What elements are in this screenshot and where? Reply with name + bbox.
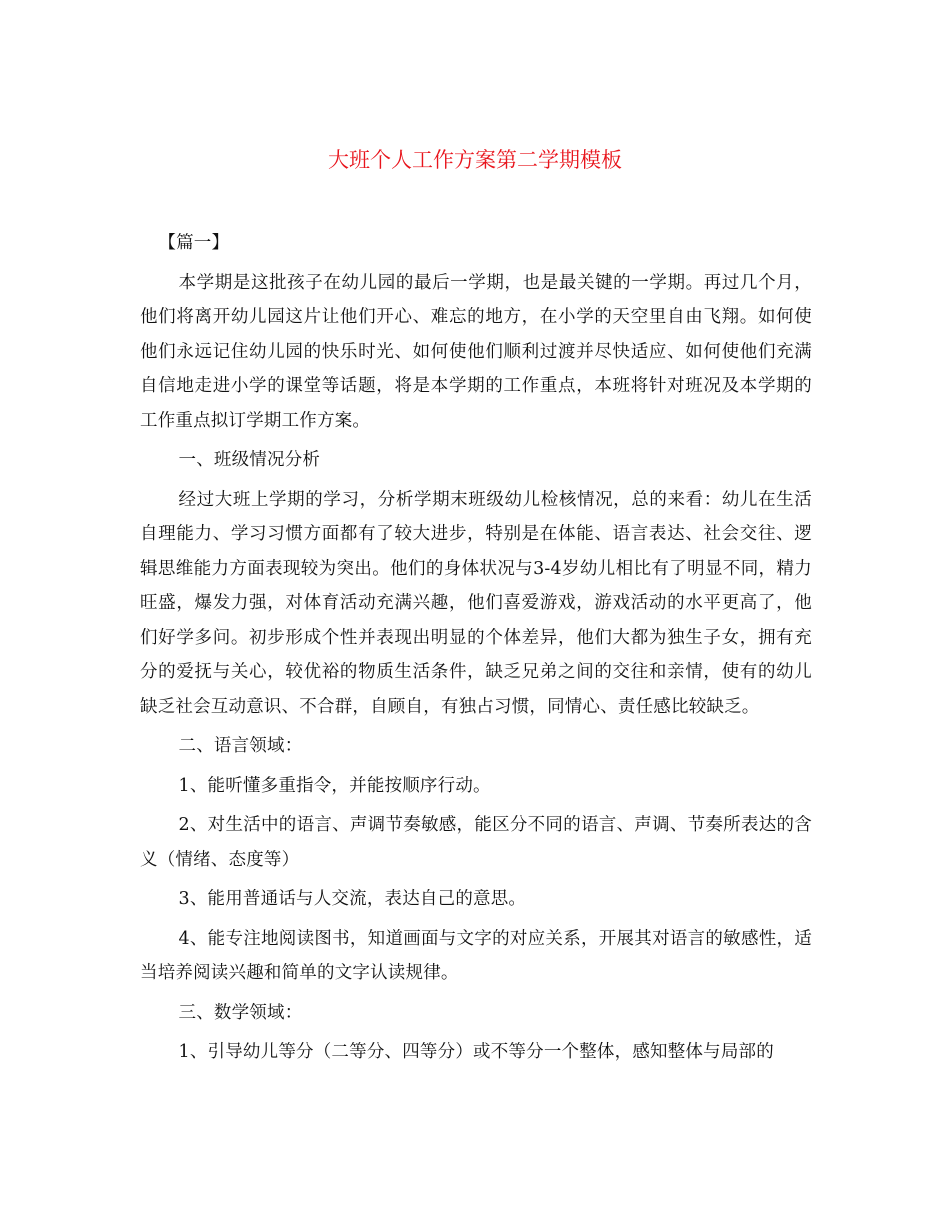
- section-heading-language: 二、语言领域：: [178, 736, 303, 756]
- intro-paragraph: 本学期是这批孩子在幼儿园的最后一学期，也是最关键的一学期。再过几个月，他们将离开幼儿园这片让他们开心、难忘的地方，在小学的天空里自由飞翔。如何使他们永远记住幼儿园的快乐时光、如何使他们顺利过渡并尽快适应、如何使他们充满自信地走进小学的课堂等话题，将是本学期的工作重点，本班将针对班况及本学期的工作重点拟订学期工作方案。: [140, 272, 812, 431]
- language-item-2: 2、对生活中的语言、声调节奏敏感，能区分不同的语言、声调、节奏所表达的含义（情绪、态度等）: [140, 815, 812, 870]
- math-item-1: 1、引导幼儿等分（二等分、四等分）或不等分一个整体，感知整体与局部的: [178, 1042, 774, 1062]
- document-title: 大班个人工作方案第二学期模板: [328, 148, 622, 172]
- section-heading-math: 三、数学领域：: [178, 1002, 303, 1023]
- language-item-4: 4、能专注地阅读图书，知道画面与文字的对应关系，开展其对语言的敏感性，适当培养阅读兴趣和简单的文字认读规律。: [140, 928, 812, 983]
- section-marker: 【篇一】: [158, 233, 230, 253]
- language-item-1: 1、能听懂多重指令，并能按顺序行动。: [178, 775, 491, 796]
- language-item-3: 3、能用普通话与人交流，表达自己的意思。: [178, 889, 527, 909]
- document-body: [140, 226, 812, 1070]
- class-analysis-paragraph: 经过大班上学期的学习，分析学期末班级幼儿检核情况，总的来看：幼儿在生活自理能力、学习习惯方面都有了较大进步，特别是在体能、语言表达、社会交往、逻辑思维能力方面表现较为突出。他们的身体状况与3-4岁幼儿相比有了明显不同，精力旺盛，爆发力强，对体育活动充满兴趣，他们喜爱游戏，游戏活动的水平更高了，他们好学多问。初步形成个性并表现出明显的个体差异，他们大都为独生子女，拥有充分的爱抚与关心，较优裕的物质生活条件，缺乏兄弟之间的交往和亲情，使有的幼儿缺乏社会互动意识、不合群，自顾自，有独占习惯，同情心、责任感比较缺乏。: [140, 489, 812, 717]
- section-heading-class-analysis: 一、班级情况分析: [178, 450, 321, 470]
